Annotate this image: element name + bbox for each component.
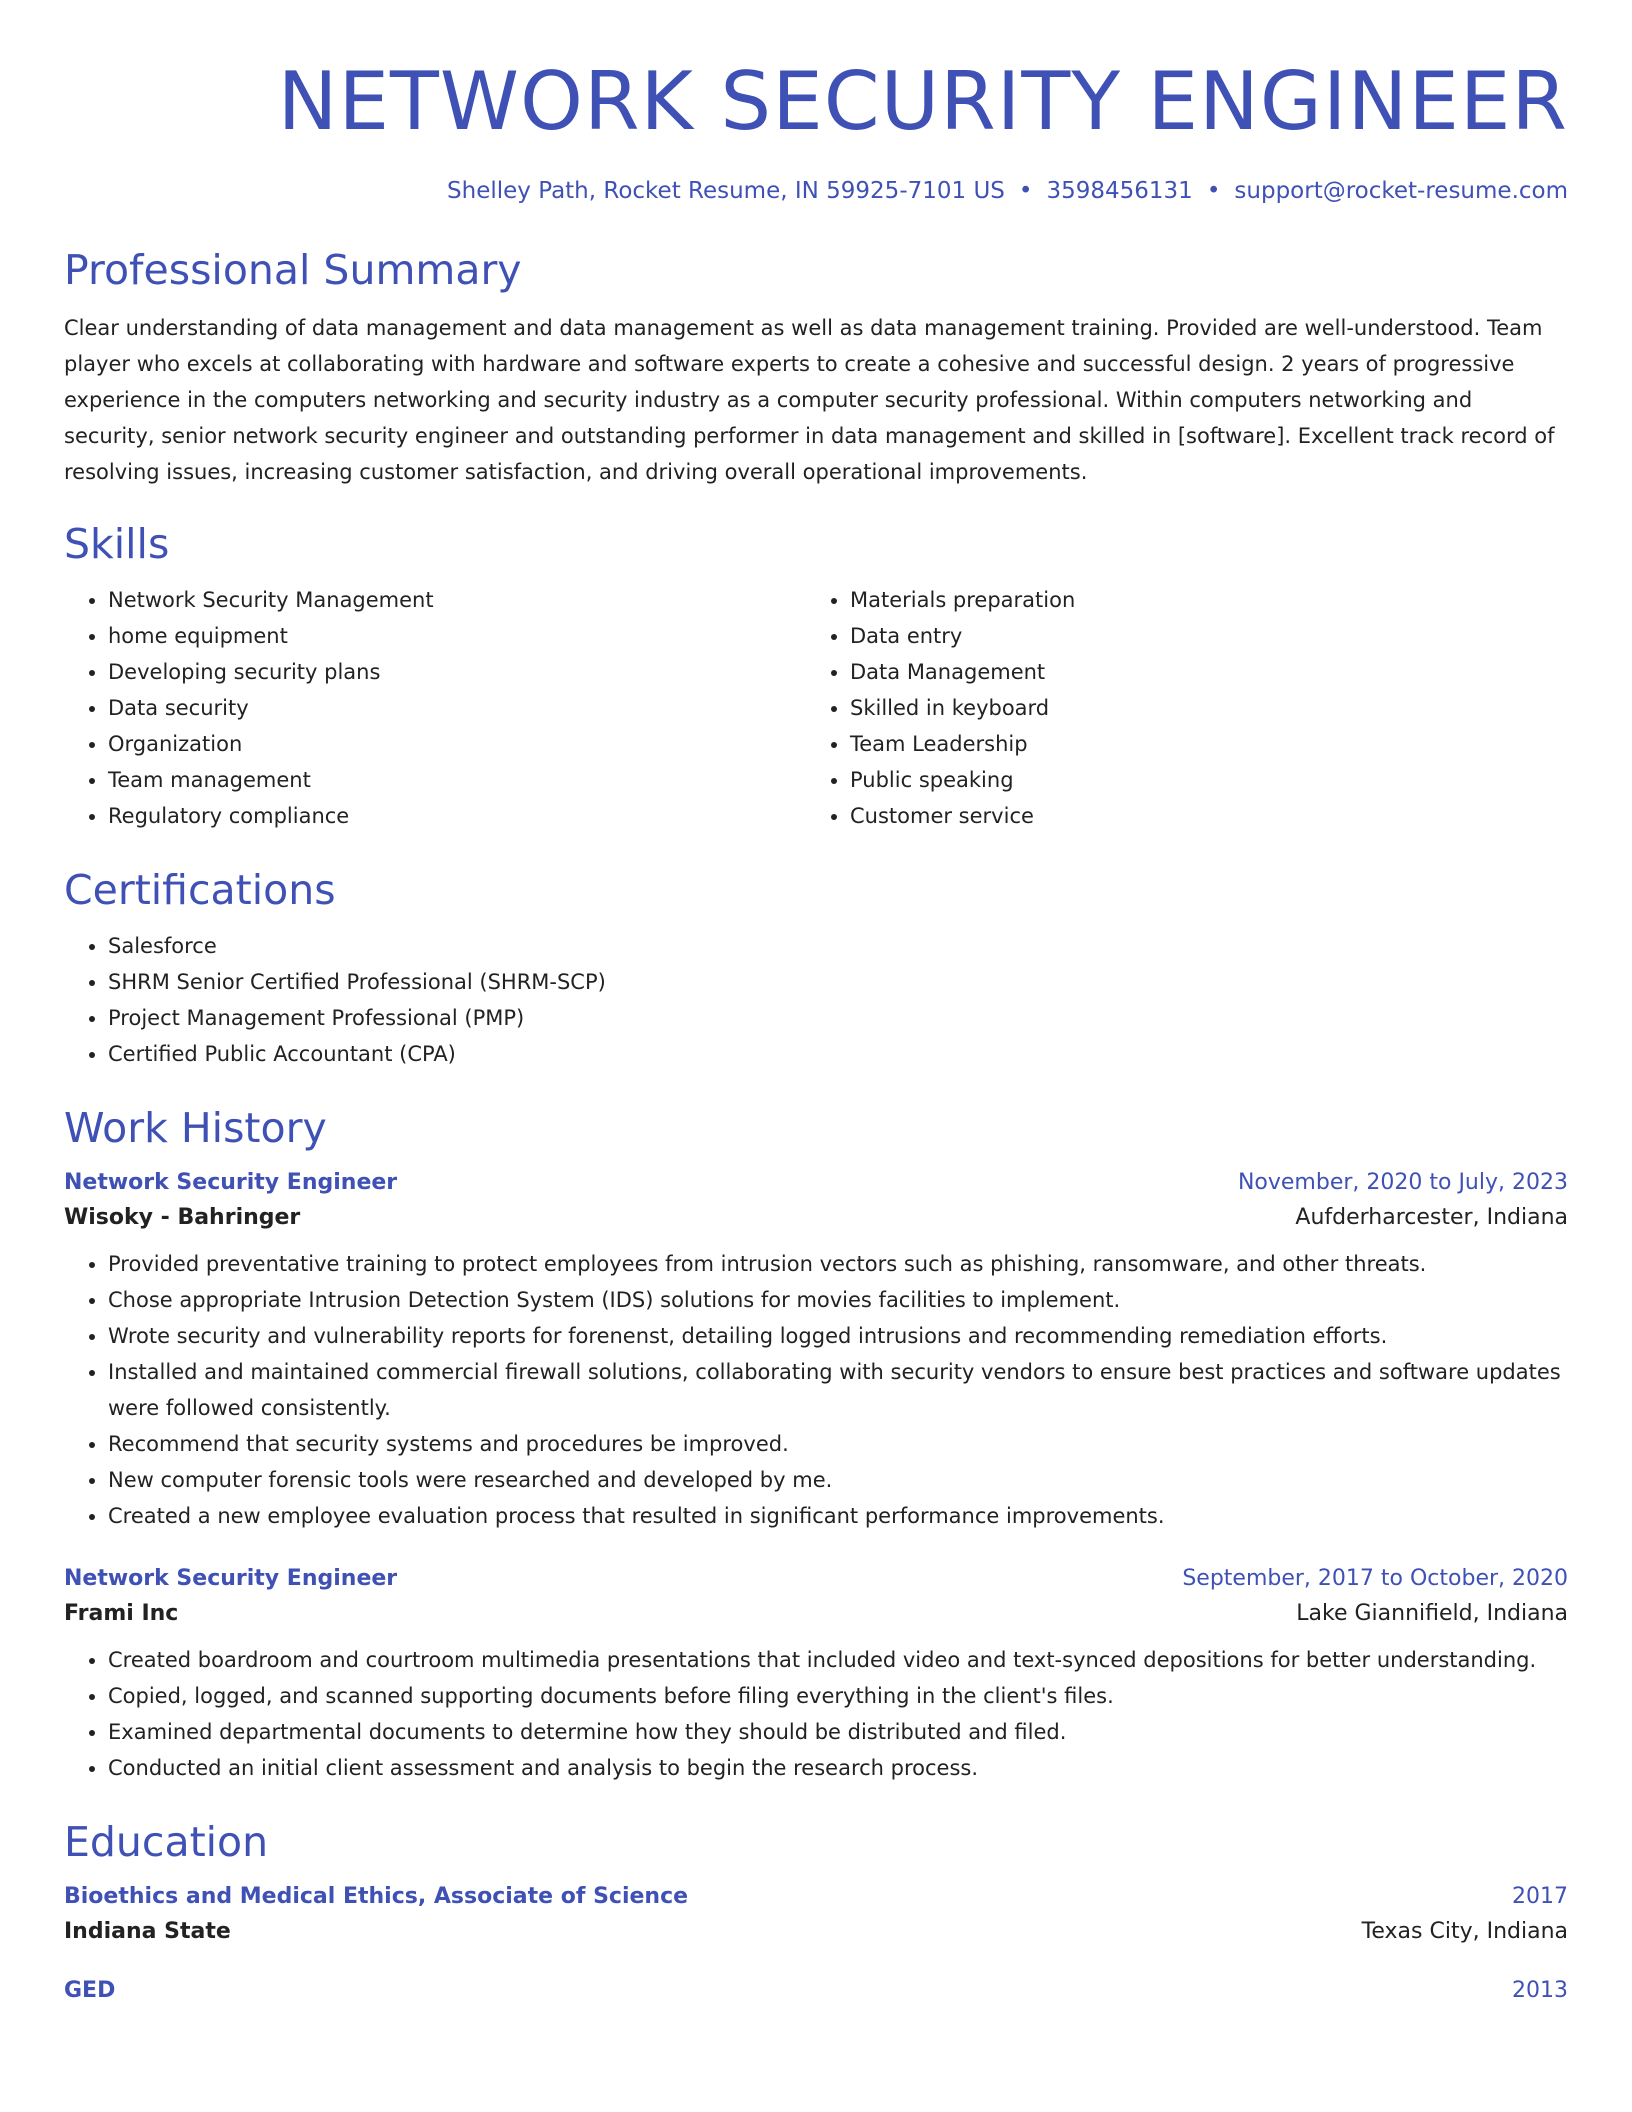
job-duty: • Recommend that security systems and procedures be improved. (108, 1426, 1568, 1462)
job-duty: • Provided preventative training to protect employees from intrusion vectors such as phishing, ransomware, and other threats. (108, 1246, 1568, 1282)
job-company: Wisoky - Bahringer (64, 1205, 301, 1230)
job-duty: • New computer forensic tools were researched and developed by me. (108, 1462, 1568, 1498)
job-header-row (64, 1564, 1568, 1594)
job-dates: September, 2017 to October, 2020 (1182, 1566, 1568, 1591)
education-location: Texas City, Indiana (1361, 1919, 1568, 1944)
skills-list (64, 582, 1568, 834)
skill-item: • Materials preparation (850, 582, 1548, 618)
skill-item: • Team Leadership (850, 726, 1548, 762)
certification-item: • Certified Public Accountant (CPA) (108, 1036, 1568, 1072)
certification-item: • SHRM Senior Certified Professional (SHRM-SCP) (108, 964, 1568, 1000)
resume-header (64, 52, 1568, 206)
skill-item: • Network Security Management (108, 582, 806, 618)
skills-section-title: Skills (64, 520, 170, 568)
job-duty: • Wrote security and vulnerability reports for forenenst, detailing logged intrusions and recommending remediation efforts. (108, 1318, 1568, 1354)
job-duty: • Installed and maintained commercial firewall solutions, collaborating with security vendors to ensure best practices and software updates were followed consistently. (108, 1354, 1568, 1426)
skill-item: • Team management (108, 762, 806, 798)
skill-item: • Data entry (850, 618, 1548, 654)
skill-item: • Customer service (850, 798, 1548, 834)
skill-item: • Developing security plans (108, 654, 806, 690)
education-section-title: Education (64, 1818, 269, 1866)
work-history-section-title: Work History (64, 1104, 327, 1152)
job-entry (64, 1168, 1568, 1534)
certification-item: • Salesforce (108, 928, 1568, 964)
education-degree: GED (64, 1978, 116, 2003)
job-header-row (64, 1168, 1568, 1198)
skills-column-left (64, 582, 806, 834)
contact-line (64, 176, 1568, 206)
education-school-row (64, 1912, 1568, 1952)
job-duty: • Conducted an initial client assessment and analysis to begin the research process. (108, 1750, 1568, 1786)
education-degree: Bioethics and Medical Ethics, Associate of Science (64, 1884, 689, 1909)
summary-section-title: Professional Summary (64, 246, 522, 294)
job-entry (64, 1564, 1568, 1786)
job-title-heading: NETWORK SECURITY ENGINEER (277, 55, 1568, 148)
job-duty: • Created a new employee evaluation process that resulted in significant performance improvements. (108, 1498, 1568, 1534)
contact-separator: • (1018, 178, 1033, 204)
education-header-row (64, 1976, 1568, 2006)
job-company-row (64, 1198, 1568, 1238)
job-dates: November, 2020 to July, 2023 (1237, 1170, 1568, 1195)
job-location: Lake Giannifield, Indiana (1296, 1601, 1568, 1626)
job-duties-list (64, 1642, 1568, 1786)
contact-address: Shelley Path, Rocket Resume, IN 59925-7101 US (447, 178, 1005, 204)
education-year: 2013 (1512, 1978, 1568, 2003)
skill-item: • Public speaking (850, 762, 1548, 798)
skill-item: • Skilled in keyboard (850, 690, 1548, 726)
contact-phone: 3598456131 (1046, 178, 1193, 204)
job-duty: • Created boardroom and courtroom multimedia presentations that included video and text-synced depositions for better understanding. (108, 1642, 1568, 1678)
job-duty: • Copied, logged, and scanned supporting documents before filing everything in the client's files. (108, 1678, 1568, 1714)
job-company: Frami Inc (64, 1601, 179, 1626)
summary-text: Clear understanding of data management and data management as well as data management training. Provided are well-understood. Team player who excels at collaborating with hardware and software experts to create a cohesive and successful design. 2 years of progressive experience in the computers networking and security industry as a computer security professional. Within computers networking and security, senior network security engineer and outstanding performer in data management and skilled in [software]. Excellent track record of resolving issues, increasing customer satisfaction, and driving overall operational improvements. (64, 316, 1555, 484)
job-location: Aufderharcester, Indiana (1295, 1205, 1568, 1230)
education-year: 2017 (1512, 1884, 1568, 1909)
education-school: Indiana State (64, 1919, 231, 1944)
skill-item: • Data Management (850, 654, 1548, 690)
skill-item: • Regulatory compliance (108, 798, 806, 834)
skill-item: • Organization (108, 726, 806, 762)
education-entry (64, 1882, 1568, 1952)
skill-item: • home equipment (108, 618, 806, 654)
job-company-row (64, 1594, 1568, 1634)
contact-email[interactable]: support@rocket-resume.com (1234, 178, 1568, 204)
job-duty: • Examined departmental documents to determine how they should be distributed and filed. (108, 1714, 1568, 1750)
job-role: Network Security Engineer (64, 1566, 398, 1591)
certification-item: • Project Management Professional (PMP) (108, 1000, 1568, 1036)
job-duty: • Chose appropriate Intrusion Detection System (IDS) solutions for movies facilities to implement. (108, 1282, 1568, 1318)
skill-item: • Data security (108, 690, 806, 726)
education-entry (64, 1976, 1568, 2006)
education-header-row (64, 1882, 1568, 1912)
job-role: Network Security Engineer (64, 1170, 398, 1195)
certifications-list (64, 928, 1568, 1072)
contact-separator: • (1206, 178, 1221, 204)
job-duties-list (64, 1246, 1568, 1534)
skills-column-right (806, 582, 1548, 834)
certifications-section-title: Certifications (64, 866, 336, 914)
